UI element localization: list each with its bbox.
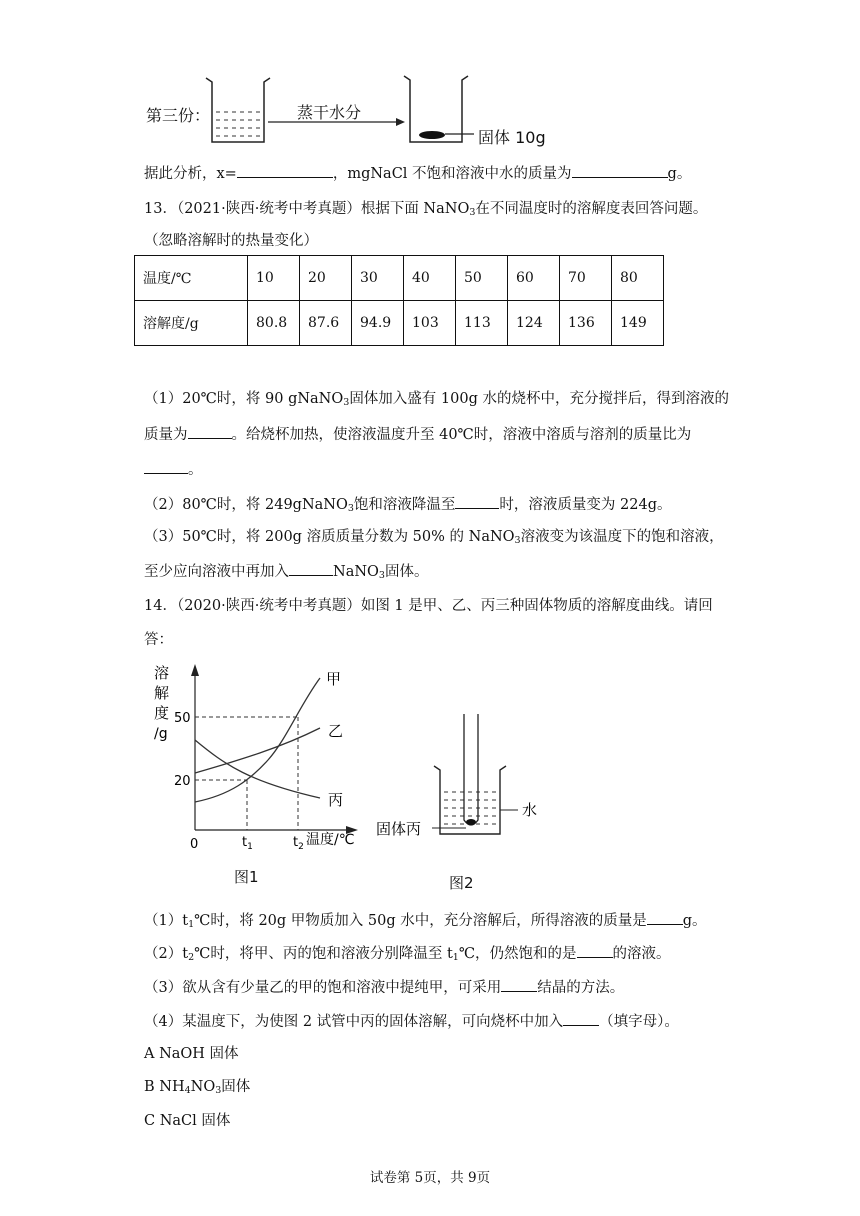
option-b: B $NH_4NO_3$固体 [144, 1079, 251, 1096]
beaker-left [206, 78, 270, 142]
q14-part3: （3）欲从含有少量乙的甲的饱和溶液中提纯甲，可采用 结晶的方法。 [144, 977, 624, 998]
q13-part2: （2）80℃时，将 249gNaNO$_3$饱和溶液降温至 时，溶液质量变为 224g。 [144, 494, 672, 515]
y-label-2: 解 [154, 684, 170, 702]
y-label-4: /g [154, 726, 168, 742]
q13-part1-line2: 质量为 。给烧杯加热，使溶液温度升至 40℃时，溶液中溶质与溶剂的质量比为 [144, 424, 691, 445]
curve-bing [195, 740, 320, 798]
q14-title-cont: 答： [144, 632, 173, 648]
third-portion-label: 第三份： [146, 106, 211, 125]
q13-part3-line2: 至少应向溶液中再加入 NaNO$_3$固体。 [144, 561, 428, 582]
origin-label: 0 [190, 837, 199, 852]
q14-part1: $(1)t_1℃$时，将 20g 甲物质加入 50g 水中，充分溶解后，所得溶液的质量是 g。 [144, 910, 707, 931]
y-axis-arrow [191, 664, 199, 676]
q13-title: 13．（2021·陕西·统考中考真题）根据下面 NaNO$_3$在不同温度时的溶解度表回答问题。 [144, 201, 708, 218]
water-label: 水 [522, 801, 538, 819]
q12-analysis: 据此分析，x= ，mgNaCl 不饱和溶液中水的质量为 g。 [144, 163, 691, 184]
option-c: C NaCl 固体 [144, 1113, 231, 1129]
solubility-table [134, 255, 664, 346]
solid-residue [419, 131, 445, 139]
solid-bing-label: 固体丙 [376, 820, 422, 838]
label-bing: 丙 [328, 791, 344, 809]
y-tick-20: 20 [174, 774, 191, 789]
label-jia: 甲 [326, 670, 342, 688]
y-label-3: 度 [154, 704, 170, 722]
q13-note: （忽略溶解时的热量变化） [144, 233, 318, 249]
figure1-solubility-curves [150, 660, 370, 860]
solid-bing [466, 819, 476, 825]
q13-part1-line3: 。 [144, 459, 203, 480]
y-label-1: 溶 [154, 664, 170, 682]
y-tick-50: 50 [174, 711, 191, 726]
page-footer: 试卷第 5页，共 9页 [369, 1170, 491, 1186]
x-axis-label: 温度/℃ [306, 832, 355, 848]
table-row-solubility: 溶解度/g 80.8 87.6 94.9 103 113 124 136 149 [135, 301, 664, 346]
t1-label: $t_1$ [242, 835, 253, 852]
curve-jia [195, 678, 320, 802]
q14-part4: （4）某温度下，为使图 2 试管中丙的固体溶解，可向烧杯中加入 （填字母）。 [144, 1011, 679, 1032]
figure2-beaker [372, 708, 552, 848]
label-yi: 乙 [328, 722, 344, 740]
q13-part1-line1: （1）20℃时，将 90 gNaNO$_3$固体加入盛有 100g 水的烧杯中，充分搅拌后，得到溶液的 [144, 391, 729, 408]
q14-part2: $(2)t_2℃$时，将甲、丙的饱和溶液分别降温至 $t_1℃$，仍然饱和的是 的溶液。 [144, 943, 671, 964]
t2-label: $t_2$ [293, 835, 304, 852]
guide-lines [195, 717, 298, 830]
curve-yi [195, 728, 320, 773]
solid-10g-label: 固体 10g [478, 128, 546, 147]
option-a: A NaOH 固体 [144, 1046, 239, 1062]
q13-part3-line1: （3）50℃时，将 200g 溶质质量分数为 50% 的 NaNO$_3$溶液变为该温度下的饱和溶液， [144, 529, 724, 546]
q14-title: 14．（2020·陕西·统考中考真题）如图 1 是甲、乙、丙三种固体物质的溶解度曲线。请回 [144, 598, 713, 614]
evaporate-label: 蒸干水分 [297, 103, 362, 122]
table-row-temperature: 温度/℃ 10 20 30 40 50 60 70 80 [135, 256, 664, 301]
arrow-head [396, 118, 405, 126]
liquid-lines [216, 112, 260, 136]
figure2-caption: 图2 [449, 874, 474, 892]
figure1-caption: 图1 [234, 868, 259, 886]
